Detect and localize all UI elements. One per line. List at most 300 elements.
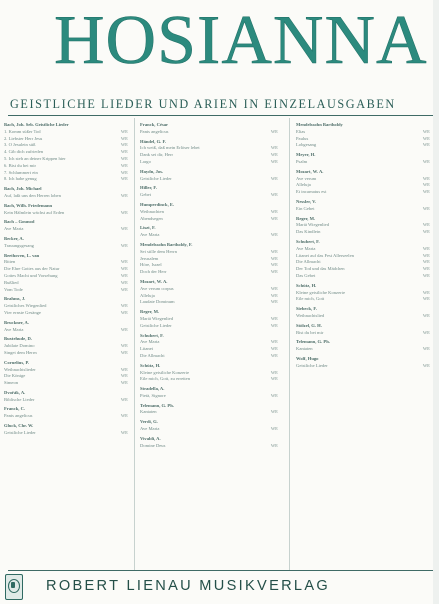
entry-edition: WE: [422, 229, 430, 235]
catalog-entry: [4, 193, 128, 200]
entry-title: Beethoven, L. van: [4, 252, 40, 258]
entry-title: Alleluja: [296, 182, 311, 188]
entry-title: Siebeck, F.: [296, 306, 317, 312]
composer-heading: [4, 320, 128, 327]
catalog-entry: [4, 226, 128, 233]
entry-edition: WE: [422, 289, 430, 295]
entry-edition: WE: [422, 189, 430, 195]
entry-title: Der Tod und das Mädchen: [296, 266, 345, 272]
catalog-entry: [4, 259, 128, 266]
composer-heading: [4, 253, 128, 260]
entry-edition: WE: [120, 366, 128, 372]
publisher-name: ROBERT LIENAU MUSIKVERLAG: [46, 578, 331, 594]
entry-title: Weihnachtslieder: [4, 366, 36, 372]
catalog-entry: [4, 163, 128, 170]
entry-title: Kleine geistliche Konzerte: [140, 369, 189, 375]
entry-title: Bach, Joh. Michael: [4, 186, 42, 192]
entry-title: Kantaten: [140, 409, 157, 415]
entry-title: Sei stille dem Herrn: [140, 248, 177, 254]
entry-edition: WE: [422, 329, 430, 335]
composer-heading: [4, 203, 128, 210]
composer-heading: [4, 236, 128, 243]
composer-heading: [4, 390, 128, 397]
entry-edition: WE: [270, 175, 278, 181]
entry-title: Dank sei dir, Herr: [140, 152, 173, 158]
catalog-column-3: [296, 122, 430, 567]
entry-title: 1. Komm süßer Tod: [4, 128, 41, 134]
catalog-entry: [140, 159, 278, 166]
header-divider: [8, 115, 434, 116]
catalog-entry: [4, 280, 128, 287]
catalog-entry: [140, 286, 278, 293]
composer-heading: [296, 152, 430, 159]
catalog-entry: [4, 380, 128, 387]
entry-title: 7. Schlummert ein: [4, 169, 38, 175]
entry-title: 6. Bist du bei mir: [4, 162, 37, 168]
catalog-entry: [140, 256, 278, 263]
entry-title: Auf, laßt uns den Herren loben: [4, 192, 61, 198]
catalog-entry: [4, 176, 128, 183]
composer-heading: [296, 169, 430, 176]
catalog-entry: [296, 253, 430, 260]
entry-edition: WE: [120, 326, 128, 332]
entry-title: 5. Ich steh an deiner Krippen hier: [4, 155, 66, 161]
entry-edition: WE: [120, 413, 128, 419]
entry-edition: WE: [422, 222, 430, 228]
catalog-entry: [140, 216, 278, 223]
page-subtitle: GEISTLICHE LIEDER UND ARIEN IN EINZELAUSGABEN: [10, 97, 396, 111]
entry-edition: WE: [120, 169, 128, 175]
entry-title: 2. Liebster Herr Jesu: [4, 135, 43, 141]
entry-edition: WE: [120, 162, 128, 168]
entry-edition: WE: [270, 158, 278, 164]
entry-title: Reger, M.: [140, 309, 160, 315]
entry-edition: WE: [422, 362, 430, 368]
entry-title: Ave Maria: [140, 339, 160, 345]
entry-edition: WE: [270, 299, 278, 305]
entry-edition: WE: [120, 429, 128, 435]
entry-title: Psalm: [296, 158, 308, 164]
composer-heading: [296, 283, 430, 290]
entry-title: Die Ehre Gottes aus der Natur: [4, 266, 60, 272]
catalog-entry: [296, 363, 430, 370]
entry-edition: WE: [270, 215, 278, 221]
entry-edition: WE: [422, 175, 430, 181]
catalog-entry: [140, 426, 278, 433]
entry-title: Mendelssohn Bartholdy, F.: [140, 241, 193, 247]
entry-title: Meyer, H.: [296, 152, 316, 158]
entry-edition: WE: [422, 182, 430, 188]
entry-title: Höre, Israel: [140, 262, 162, 268]
entry-edition: WE: [270, 322, 278, 328]
entry-title: Bach, Wilh. Friedemann: [4, 202, 53, 208]
catalog-entry: [140, 262, 278, 269]
entry-title: Elias: [296, 128, 306, 134]
entry-title: Ave Maria: [4, 226, 24, 232]
entry-edition: WE: [422, 205, 430, 211]
entry-title: Bach, Joh. Seb. Geistliche Lieder: [4, 122, 69, 127]
catalog-entry: [296, 206, 430, 213]
entry-title: Liszt, F.: [140, 225, 156, 231]
composer-heading: [140, 139, 278, 146]
entry-edition: WE: [270, 339, 278, 345]
composer-heading: [296, 356, 430, 363]
entry-title: Vier ernste Gesänge: [4, 309, 41, 315]
catalog-entry: [4, 413, 128, 420]
catalog-entry: [4, 149, 128, 156]
catalog-entry: [140, 269, 278, 276]
composer-heading: [296, 199, 430, 206]
entry-title: Singet dem Herrn: [4, 349, 37, 355]
composer-heading: [140, 185, 278, 192]
entry-title: Schütz, H.: [140, 362, 161, 368]
entry-edition: WE: [120, 343, 128, 349]
entry-title: Die Könige: [4, 373, 26, 379]
catalog-entry: [140, 370, 278, 377]
entry-title: Jerusalem: [140, 255, 159, 261]
entry-title: Geistliches Wiegenlied: [4, 303, 47, 309]
catalog-column-1: [4, 122, 128, 567]
catalog-entry: [296, 330, 430, 337]
entry-title: Biblische Lieder: [4, 396, 35, 402]
entry-edition: WE: [422, 296, 430, 302]
entry-title: Mendelssohn Bartholdy: [296, 122, 343, 127]
entry-title: Mariä Wiegenlied: [296, 222, 330, 228]
composer-heading: [4, 219, 128, 226]
catalog-entry: [296, 189, 430, 196]
catalog-entry: [296, 273, 430, 280]
catalog-entry: [296, 229, 430, 236]
entry-title: Laudate Dominum: [140, 299, 175, 305]
entry-title: Mozart, W. A.: [140, 278, 168, 284]
entry-title: Mariä Wiegenlied: [140, 315, 174, 321]
entry-title: Stölzel, G. H.: [296, 322, 322, 328]
catalog-entry: [4, 129, 128, 136]
entry-title: Becker, A.: [4, 235, 24, 241]
composer-heading: [4, 406, 128, 413]
catalog-entry: [296, 222, 430, 229]
composer-heading: [140, 436, 278, 443]
catalog-entry: [140, 209, 278, 216]
entry-title: Cornelius, P.: [4, 359, 29, 365]
catalog-entry: [296, 346, 430, 353]
entry-title: Abendsegen: [140, 215, 163, 221]
catalog-entry: [296, 159, 430, 166]
entry-edition: WE: [422, 252, 430, 258]
entry-title: Die Allmacht: [296, 259, 321, 265]
catalog-entry: [296, 259, 430, 266]
catalog-entry: [4, 310, 128, 317]
catalog-entry: [296, 182, 430, 189]
catalog-entry: [140, 443, 278, 450]
catalog-entry: [296, 313, 430, 320]
entry-edition: WE: [120, 380, 128, 386]
entry-title: Eile mich, Gott, zu erretten: [140, 376, 191, 382]
composer-heading: [296, 339, 430, 346]
entry-edition: WE: [120, 272, 128, 278]
entry-edition: WE: [270, 145, 278, 151]
catalog-entry: [140, 409, 278, 416]
catalog-entry: [4, 142, 128, 149]
entry-title: Schubert, F.: [296, 238, 320, 244]
entry-title: Mozart, W. A.: [296, 168, 324, 174]
entry-edition: WE: [270, 248, 278, 254]
composer-heading: [296, 323, 430, 330]
entry-title: Gottes Macht und Vorsehung: [4, 272, 58, 278]
entry-title: Panis angelicus: [140, 128, 169, 134]
composer-heading: [140, 279, 278, 286]
catalog-entry: [296, 176, 430, 183]
composer-heading: [4, 336, 128, 343]
catalog-entry: [140, 293, 278, 300]
composer-heading: [4, 423, 128, 430]
catalog-entry: [4, 266, 128, 273]
entry-title: Ave Maria: [140, 232, 160, 238]
entry-edition: WE: [270, 255, 278, 261]
entry-title: Litanei auf das Fest Allerseelen: [296, 252, 354, 258]
entry-title: Ave Maria: [140, 426, 160, 432]
entry-title: Panis angelicus: [4, 413, 33, 419]
entry-title: Trauungsgesang: [4, 242, 34, 248]
composer-heading: [140, 386, 278, 393]
catalog-entry: [140, 339, 278, 346]
entry-edition: WE: [120, 259, 128, 265]
entry-edition: WE: [120, 135, 128, 141]
entry-title: Weihnachten: [140, 208, 164, 214]
entry-title: Humperdinck, E.: [140, 201, 175, 207]
catalog-entry: [140, 192, 278, 199]
catalog-entry: [4, 327, 128, 334]
composer-heading: [140, 122, 278, 129]
entry-title: Kantaten: [296, 346, 313, 352]
catalog-entry: [4, 350, 128, 357]
catalog-entry: [296, 266, 430, 273]
entry-title: Gluck, Chr. W.: [4, 423, 34, 429]
entry-title: Weihnachtslied: [296, 312, 325, 318]
entry-title: Ein Gebet: [296, 205, 315, 211]
entry-title: Ave verum corpus: [140, 285, 174, 291]
entry-title: Bist du bei mir: [296, 329, 324, 335]
catalog-entry: [4, 287, 128, 294]
entry-edition: WE: [120, 309, 128, 315]
entry-edition: WE: [270, 208, 278, 214]
catalog-entry: [296, 290, 430, 297]
entry-edition: WE: [120, 266, 128, 272]
composer-heading: [140, 242, 278, 249]
catalog-entry: [140, 249, 278, 256]
entry-title: Geistliche Lieder: [140, 322, 172, 328]
entry-edition: WE: [270, 376, 278, 382]
entry-title: Lobgesang: [296, 142, 317, 148]
composer-heading: [296, 216, 430, 223]
composer-heading: [296, 239, 430, 246]
entry-edition: WE: [422, 135, 430, 141]
composer-heading: [140, 363, 278, 370]
catalog-entry: [4, 343, 128, 350]
entry-title: Die Allmacht: [140, 352, 165, 358]
composer-heading: [140, 202, 278, 209]
catalog-entry: [4, 430, 128, 437]
catalog-entry: [4, 210, 128, 217]
composer-heading: [140, 309, 278, 316]
catalog-entry: [140, 176, 278, 183]
entry-edition: WE: [270, 128, 278, 134]
catalog-entry: [140, 129, 278, 136]
entry-edition: WE: [270, 352, 278, 358]
entry-title: Haydn, Jos.: [140, 168, 164, 174]
catalog-entry: [4, 273, 128, 280]
catalog-entry: [4, 367, 128, 374]
entry-title: Ave Maria: [4, 326, 24, 332]
page-edge: [433, 0, 439, 604]
entry-edition: WE: [270, 192, 278, 198]
entry-title: Geistliche Lieder: [4, 429, 36, 435]
entry-title: Telemann, G. Ph.: [296, 339, 330, 345]
catalog-entry: [4, 243, 128, 250]
entry-title: Bitten: [4, 259, 16, 265]
composer-heading: [140, 333, 278, 340]
catalog-entry: [140, 393, 278, 400]
entry-title: Alleluja: [140, 292, 155, 298]
entry-title: Gebet: [140, 192, 151, 198]
entry-edition: WE: [422, 245, 430, 251]
entry-title: Kein Hälmlein wächst auf Erden: [4, 209, 65, 215]
entry-title: Händel, G. F.: [140, 138, 166, 144]
entry-edition: WE: [270, 392, 278, 398]
catalog-entry: [4, 303, 128, 310]
entry-edition: WE: [270, 409, 278, 415]
entry-edition: WE: [422, 266, 430, 272]
entry-title: Ich weiß, daß mein Erlöser lebet: [140, 145, 200, 151]
catalog-entry: [296, 296, 430, 303]
composer-heading: [296, 306, 430, 313]
emblem-lyre: [11, 582, 15, 588]
entry-edition: WE: [270, 262, 278, 268]
entry-title: Largo: [140, 158, 151, 164]
entry-edition: WE: [270, 442, 278, 448]
entry-edition: WE: [422, 272, 430, 278]
entry-title: Doch der Herr: [140, 269, 167, 275]
composer-heading: [140, 419, 278, 426]
entry-title: 8. Ich habe genug: [4, 176, 37, 182]
entry-edition: WE: [120, 303, 128, 309]
entry-edition: WE: [120, 349, 128, 355]
catalog-entry: [4, 373, 128, 380]
entry-edition: WE: [120, 149, 128, 155]
entry-title: Geistliche Lieder: [140, 175, 172, 181]
catalog-entry: [140, 316, 278, 323]
entry-title: Telemann, G. Ph.: [140, 402, 174, 408]
entry-edition: WE: [120, 209, 128, 215]
composer-heading: [4, 122, 128, 129]
entry-title: Dvořák, A.: [4, 389, 26, 395]
entry-title: Reger, M.: [296, 215, 316, 221]
entry-title: Jubilate Domino: [4, 343, 35, 349]
entry-edition: WE: [120, 155, 128, 161]
entry-title: Franck, C.: [4, 406, 26, 412]
entry-title: Domine Deus: [140, 442, 166, 448]
entry-edition: WE: [270, 346, 278, 352]
entry-title: Schütz, H.: [296, 282, 317, 288]
entry-edition: WE: [120, 373, 128, 379]
composer-heading: [140, 225, 278, 232]
catalog-entry: [140, 376, 278, 383]
entry-title: Bach – Gounod: [4, 219, 35, 225]
entry-edition: WE: [422, 346, 430, 352]
entry-title: 4. Gib dich zufrieden: [4, 149, 44, 155]
entry-title: Franck, César: [140, 122, 169, 127]
column-divider: [134, 118, 135, 570]
entry-title: Bußlied: [4, 279, 19, 285]
page-title: HOSIANNA: [54, 2, 428, 79]
catalog-entry: [140, 346, 278, 353]
entry-edition: WE: [270, 232, 278, 238]
composer-heading: [4, 186, 128, 193]
entry-title: Stradella, A.: [140, 386, 165, 392]
catalog-entry: [296, 136, 430, 143]
composer-heading: [140, 169, 278, 176]
entry-title: Vom Tode: [4, 286, 23, 292]
entry-title: Simeon: [4, 380, 19, 386]
entry-edition: WE: [270, 369, 278, 375]
entry-title: 3. O Jesulein süß: [4, 142, 36, 148]
composer-heading: [4, 360, 128, 367]
entry-edition: WE: [270, 315, 278, 321]
entry-title: Schubert, F.: [140, 332, 164, 338]
entry-title: Verdi, G.: [140, 419, 158, 425]
entry-title: Das Kindlein: [296, 229, 321, 235]
entry-title: Vivaldi, A.: [140, 435, 161, 441]
entry-title: Et incarnatus est: [296, 189, 327, 195]
entry-title: Nessler, V.: [296, 198, 316, 204]
entry-edition: WE: [270, 292, 278, 298]
catalog-entry: [4, 156, 128, 163]
catalog-entry: [140, 353, 278, 360]
catalog-entry: [4, 170, 128, 177]
entry-edition: WE: [120, 286, 128, 292]
footer-divider: [8, 570, 434, 571]
entry-title: Ave Maria: [296, 245, 316, 251]
entry-edition: WE: [270, 269, 278, 275]
column-divider: [289, 118, 290, 570]
entry-title: Bruckner, A.: [4, 319, 29, 325]
catalog-entry: [140, 299, 278, 306]
entry-edition: WE: [422, 312, 430, 318]
entry-title: Brahms, J.: [4, 296, 26, 302]
catalog-entry: [296, 129, 430, 136]
composer-heading: [140, 403, 278, 410]
catalog-entry: [4, 136, 128, 143]
entry-title: Kleine geistliche Konzerte: [296, 289, 345, 295]
entry-title: Hiller, F.: [140, 185, 157, 191]
entry-edition: WE: [120, 226, 128, 232]
catalog-column-2: [140, 122, 278, 567]
composer-heading: [296, 122, 430, 129]
catalog-entry: [140, 232, 278, 239]
entry-title: Litanei: [140, 346, 154, 352]
publisher-emblem-icon: [5, 574, 23, 600]
catalog-entry: [4, 397, 128, 404]
entry-edition: WE: [270, 285, 278, 291]
entry-edition: WE: [422, 259, 430, 265]
entry-title: Paulus: [296, 135, 309, 141]
catalog-entry: [296, 246, 430, 253]
entry-edition: WE: [422, 142, 430, 148]
entry-edition: WE: [270, 152, 278, 158]
entry-edition: WE: [120, 192, 128, 198]
entry-title: Ave verum: [296, 175, 317, 181]
composer-heading: [4, 296, 128, 303]
